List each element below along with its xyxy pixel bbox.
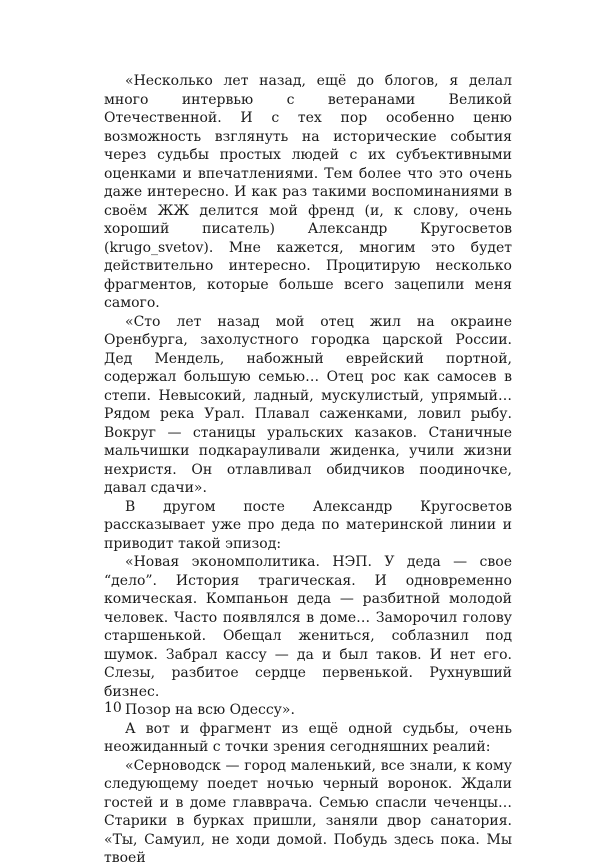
paragraph-shame-odessa: Позор на всю Одессу». [125, 702, 295, 718]
body-text [104, 72, 512, 868]
page-number: 10 [104, 700, 122, 716]
paragraph-another-post: В другом посте Александр Кругосветов рассказывает уже про деда по материнской линии и приводит такой эпизод: [104, 498, 512, 552]
paragraph-quote-nep: «Новая экономполитика. НЭП. У деда — свое “дело”. История трагическая. И одновременно комическая. Компаньон деда — разбитной молодой человек. Часто появлялся в доме… Заморочил голову старшенькой. Обещал жениться, соблазнил под шумок. Забрал кассу — да и был таков. И нет его. Слезы, разбитое сердце первенькой. Рухнувший бизнес. [104, 554, 512, 700]
paragraph-intro: «Несколько лет назад, ещё до блогов, я делал много интервью с ветеранами Великой Отечественной. И с тех пор особенно ценю возможность взглянуть на исторические события через судьбы простых людей с их субъективными оценками и впечатлениями. Тем более что это очень даже интересно. И как раз такими воспоминаниями в своём ЖЖ делится мой френд (и, к слову, очень хороший писатель) Александр Кругосветов (krugo_svetov). Мне кажется, многим это будет действительно интересно. Процитирую несколько фрагментов, которые больше всего зацепили меня самого. [104, 73, 512, 311]
paragraph-quote-orenburg: «Сто лет назад мой отец жил на окраине Оренбурга, захолустного городка царской России. Дед Мендель, набожный еврейский портной, содержал большую семью… Отец рос как самосев в степи. Невысокий, ладный, мускулистый, упрямый… Рядом река Урал. Плавал саженками, ловил рыбу. Вокруг — станицы уральских казаков. Станичные мальчишки подкарауливали жиденка, учили жизни нехристя. Он отлавливал обидчиков поодиночке, давал сдачи». [104, 313, 512, 496]
paragraph-quote-sernovodsk: «Серноводск — город маленький, все знали, к кому следующему поедет ночью черный воронок. Ждали гостей и в доме главврача. Семью спасли чеченцы… Старики в бурках пришли, заняли двор санатория. «Ты, Самуил, не ходи домой. Побудь здесь пока. Мы твоей [104, 757, 512, 866]
paragraph-another-fragment: А вот и фрагмент из ещё одной судьбы, очень неожиданный с точки зрения сегодняшних реалий: [104, 720, 512, 755]
